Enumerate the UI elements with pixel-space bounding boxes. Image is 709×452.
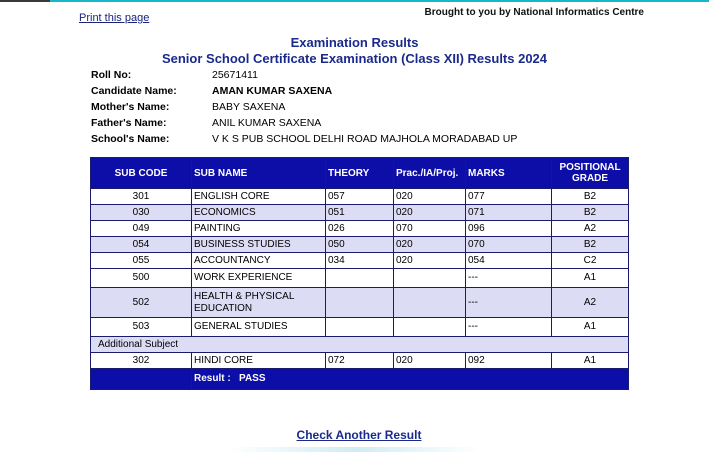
cell-prac: 020 bbox=[394, 253, 466, 269]
cell-theory bbox=[326, 269, 394, 288]
cell-prac: 020 bbox=[394, 205, 466, 221]
cell-sub-name: HEALTH & PHYSICAL EDUCATION bbox=[192, 288, 326, 318]
cell-theory: 051 bbox=[326, 205, 394, 221]
header-sub-name: SUB NAME bbox=[192, 158, 326, 189]
cell-prac bbox=[394, 269, 466, 288]
cell-marks: --- bbox=[466, 318, 552, 337]
cell-sub-code: 500 bbox=[91, 269, 192, 288]
cell-grade: A2 bbox=[552, 221, 629, 237]
cell-marks: 070 bbox=[466, 237, 552, 253]
school-name-value: V K S PUB SCHOOL DELHI ROAD MAJHOLA MORADABAD UP bbox=[212, 133, 518, 145]
table-row bbox=[91, 221, 629, 237]
cell-sub-name: GENERAL STUDIES bbox=[192, 318, 326, 337]
cell-grade: A2 bbox=[552, 288, 629, 318]
cell-theory: 057 bbox=[326, 189, 394, 205]
cell-prac bbox=[394, 318, 466, 337]
print-page-link[interactable]: Print this page bbox=[79, 12, 150, 24]
father-name-value: ANIL KUMAR SAXENA bbox=[212, 117, 322, 129]
cell-grade: A1 bbox=[552, 353, 629, 369]
cell-marks: --- bbox=[466, 269, 552, 288]
faded-footer-strip bbox=[230, 447, 480, 452]
cell-grade: C2 bbox=[552, 253, 629, 269]
mother-name-label: Mother's Name: bbox=[91, 101, 170, 113]
cell-sub-code: 054 bbox=[91, 237, 192, 253]
cell-theory: 026 bbox=[326, 221, 394, 237]
cell-theory: 072 bbox=[326, 353, 394, 369]
result-empty-cell bbox=[91, 369, 192, 390]
candidate-name-label: Candidate Name: bbox=[91, 85, 177, 97]
page-title: Examination Results bbox=[290, 35, 419, 50]
father-name-row bbox=[91, 115, 517, 131]
table-row bbox=[91, 288, 629, 318]
cell-sub-name: HINDI CORE bbox=[192, 353, 326, 369]
top-accent-bar bbox=[0, 0, 709, 2]
brought-by-text: Brought to you by National Informatics Centre bbox=[424, 7, 644, 18]
cell-theory bbox=[326, 288, 394, 318]
mother-name-row bbox=[91, 99, 517, 115]
cell-prac: 020 bbox=[394, 353, 466, 369]
table-row bbox=[91, 269, 629, 288]
cell-marks: 096 bbox=[466, 221, 552, 237]
cell-sub-name: PAINTING bbox=[192, 221, 326, 237]
header-grade: POSITIONAL GRADE bbox=[552, 158, 629, 189]
header-theory: THEORY bbox=[326, 158, 394, 189]
cell-sub-code: 302 bbox=[91, 353, 192, 369]
cell-marks: 092 bbox=[466, 353, 552, 369]
table-row bbox=[91, 189, 629, 205]
candidate-name-row bbox=[91, 83, 517, 99]
cell-prac: 020 bbox=[394, 189, 466, 205]
father-name-label: Father's Name: bbox=[91, 117, 167, 129]
results-table bbox=[90, 157, 629, 390]
result-row bbox=[91, 369, 629, 390]
cell-prac: 020 bbox=[394, 237, 466, 253]
cell-marks: 054 bbox=[466, 253, 552, 269]
cell-theory bbox=[326, 318, 394, 337]
cell-grade: A1 bbox=[552, 269, 629, 288]
roll-no-label: Roll No: bbox=[91, 69, 132, 81]
cell-marks: 077 bbox=[466, 189, 552, 205]
cell-prac bbox=[394, 288, 466, 318]
result-label: Result : bbox=[194, 373, 231, 384]
results-header-row bbox=[91, 158, 629, 189]
cell-prac: 070 bbox=[394, 221, 466, 237]
cell-marks: --- bbox=[466, 288, 552, 318]
check-another-result-link[interactable]: Check Another Result bbox=[296, 428, 422, 442]
additional-subject-label: Additional Subject bbox=[91, 337, 629, 353]
result-cell bbox=[192, 369, 629, 390]
candidate-info bbox=[91, 67, 517, 147]
school-name-label: School's Name: bbox=[91, 133, 170, 145]
cell-grade: B2 bbox=[552, 237, 629, 253]
cell-sub-code: 301 bbox=[91, 189, 192, 205]
table-row bbox=[91, 205, 629, 221]
table-row bbox=[91, 237, 629, 253]
cell-grade: B2 bbox=[552, 205, 629, 221]
roll-no-row bbox=[91, 67, 517, 83]
cell-sub-code: 049 bbox=[91, 221, 192, 237]
header-prac: Prac./IA/Proj. bbox=[394, 158, 466, 189]
page-subtitle: Senior School Certificate Examination (Class XII) Results 2024 bbox=[161, 51, 548, 66]
result-value: PASS bbox=[239, 373, 266, 384]
cell-sub-name: ENGLISH CORE bbox=[192, 189, 326, 205]
cell-sub-name: ACCOUNTANCY bbox=[192, 253, 326, 269]
top-accent-segment bbox=[0, 0, 50, 2]
mother-name-value: BABY SAXENA bbox=[212, 101, 286, 113]
table-row bbox=[91, 353, 629, 369]
cell-sub-name: BUSINESS STUDIES bbox=[192, 237, 326, 253]
school-name-row bbox=[91, 131, 517, 147]
cell-sub-code: 055 bbox=[91, 253, 192, 269]
header-sub-code: SUB CODE bbox=[91, 158, 192, 189]
cell-sub-code: 502 bbox=[91, 288, 192, 318]
cell-grade: A1 bbox=[552, 318, 629, 337]
cell-sub-code: 030 bbox=[91, 205, 192, 221]
additional-subject-row bbox=[91, 337, 629, 353]
candidate-name-value: AMAN KUMAR SAXENA bbox=[212, 85, 333, 97]
cell-theory: 034 bbox=[326, 253, 394, 269]
cell-sub-name: WORK EXPERIENCE bbox=[192, 269, 326, 288]
cell-grade: B2 bbox=[552, 189, 629, 205]
cell-sub-code: 503 bbox=[91, 318, 192, 337]
cell-marks: 071 bbox=[466, 205, 552, 221]
header-marks: MARKS bbox=[466, 158, 552, 189]
cell-theory: 050 bbox=[326, 237, 394, 253]
roll-no-value: 25671411 bbox=[212, 69, 258, 81]
cell-sub-name: ECONOMICS bbox=[192, 205, 326, 221]
table-row bbox=[91, 253, 629, 269]
table-row bbox=[91, 318, 629, 337]
